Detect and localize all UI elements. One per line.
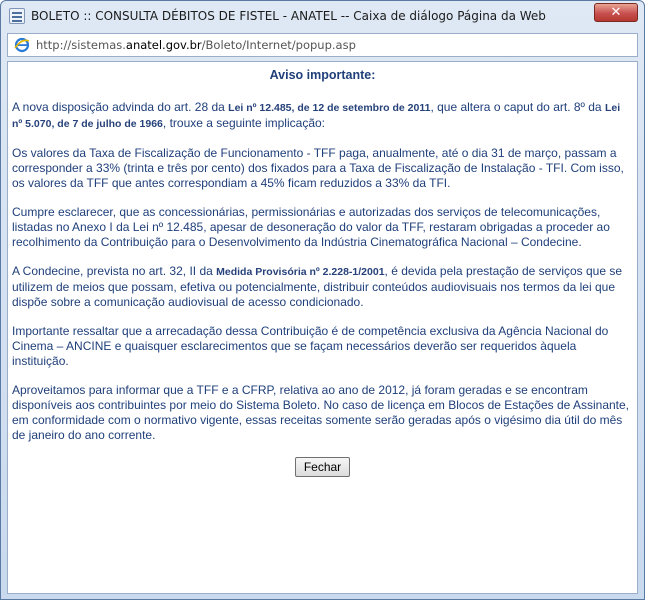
paragraph-6: Aproveitamos para informar que a TFF e a CFRP, relativa ao ano de 2012, já foram geradas e se encontram disponíveis aos contribuintes por meio do Sistema Boleto. No caso de licença em Blocos de Estações de Assinante, em conformidade com o normativo vigente, essas receitas somente serão geradas após o vigésimo dia útil do mês de janeiro do ano corrente. [12,383,630,442]
p1-text-3: , trouxe a seguinte implicação: [162,116,325,130]
window-title: BOLETO :: CONSULTA DÉBITOS DE FISTEL - ANATEL -- Caixa de diálogo Página da Web [31,9,546,23]
page-icon [9,8,25,24]
paragraph-5: Importante ressaltar que a arrecadação dessa Contribuição é de competência exclusiva da Agência Nacional do Cinema – ANCINE e quaisquer esclarecimentos que se façam necessários deverão ser requeridos àquela instituição. [12,324,609,368]
fechar-button[interactable]: Fechar [295,457,350,477]
p4-text-2: , é devida pela prestação de serviços que se utilizem de meios que possam, efetiva ou potencialmente, distribuir conteúdos audiovisuais nos termos da lei que dispõe sobre a comunicação audiovisual de acesso condicionado. [12,264,623,309]
paragraph-2: Os valores da Taxa de Fiscalização de Funcionamento - TFF paga, anualmente, até o dia 31 de março, passam a corresponder a 33% (trinta e três por cento) dos fixados para a Taxa de Fiscalização de Instalação - TFI. Com isso, os valores da TFF que antes correspondiam a 45% ficam reduzidos a 33% da TFI. [12,146,624,190]
paragraph-3: Cumpre esclarecer, que as concessionárias, permissionárias e autorizadas dos serviços de telecomunicações, listadas no Anexo I da Lei nº 12.485, apesar de desoneração do valor da TFF, restaram obrigadas a proceder ao recolhimento da Contribuição para o Desenvolvimento da Indústria Cinematográfica Nacional – Condecine. [12,205,610,249]
p4-text-1: A Condecine, prevista no art. 32, II da [12,264,217,278]
p1-text-1: A nova disposição advinda do art. 28 da [12,100,229,114]
close-button[interactable] [594,3,638,22]
notice-heading: Aviso importante: [269,68,376,82]
url-prefix: http://sistemas. [36,38,126,52]
close-icon: ✕ [610,5,622,20]
address-bar [7,33,638,57]
ie-icon [14,37,30,53]
url-domain: anatel.gov.br [125,38,202,52]
p1-text-2: , que altera o caput do art. 8º da [430,100,605,114]
url-path: /Boleto/Internet/popup.asp [201,38,356,52]
url-text [36,38,356,52]
dialog-content [7,61,638,594]
paragraph-4 [12,264,633,310]
paragraph-1 [12,100,633,132]
law-reference-5070: Lei nº 5.070, de 7 de julho de 1966 [12,102,621,130]
law-reference-12485: Lei nº 12.485, de 12 de setembro de 2011 [228,102,431,114]
law-reference-mp-2228: Medida Provisória nº 2.228-1/2001 [216,266,385,278]
title-bar[interactable] [1,1,644,31]
button-row [12,457,633,477]
